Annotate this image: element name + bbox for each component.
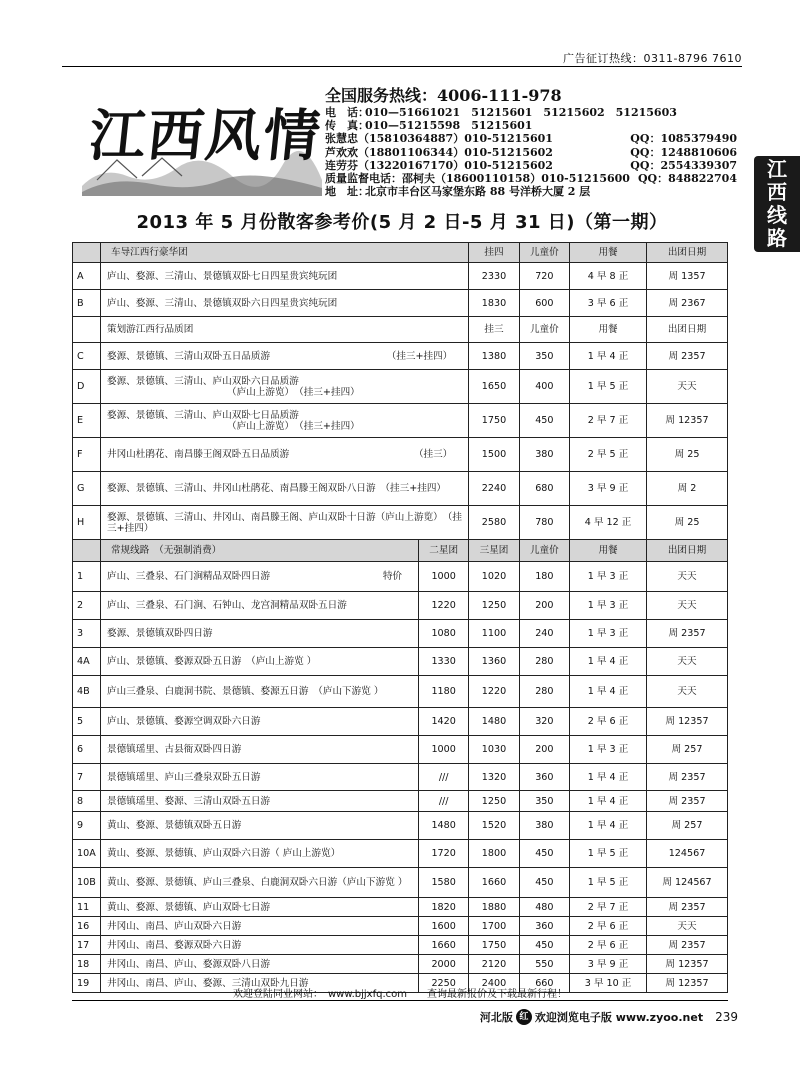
row-id: 10A — [73, 840, 101, 868]
contact-person-row — [325, 146, 745, 159]
contact-qq: QQ：2554339307 — [630, 158, 737, 172]
meals: 1 早 3 正 — [570, 562, 647, 592]
meals: 3 早 9 正 — [570, 472, 647, 506]
route-name: 黄山、婺源、景德镇、庐山双卧七日游 — [107, 901, 271, 913]
two-star-price: 1420 — [419, 708, 469, 736]
child-price: 450 — [519, 840, 569, 868]
row-id: 8 — [73, 791, 101, 812]
table-row — [73, 472, 728, 506]
table-row — [73, 736, 728, 764]
logo — [82, 86, 326, 196]
row-id: 16 — [73, 917, 101, 936]
departure-days: 周 12357 — [647, 955, 728, 974]
table-row — [73, 898, 728, 917]
meals: 1 早 3 正 — [570, 736, 647, 764]
row-id: A — [73, 263, 101, 290]
departure-days: 周 124567 — [647, 868, 728, 898]
row-id: 6 — [73, 736, 101, 764]
row-id: B — [73, 290, 101, 317]
route-name: 婺源、景德镇、三清山、庐山双卧七日品质游 — [107, 409, 299, 421]
child-price: 350 — [519, 791, 569, 812]
row-id: 7 — [73, 764, 101, 791]
meals: 2 早 7 正 — [570, 898, 647, 917]
meals: 3 早 9 正 — [570, 955, 647, 974]
table-row — [73, 290, 728, 317]
two-star-price: 1580 — [419, 868, 469, 898]
route-name: 庐山、婺源、三清山、景德镇双卧六日四星贵宾纯玩团 — [101, 290, 469, 317]
three-star-price: 2400 — [469, 974, 519, 993]
price-table — [72, 242, 728, 993]
child-price: 780 — [519, 506, 569, 540]
row-id: 2 — [73, 592, 101, 620]
footer-url-text: 欢迎浏览电子版 www.zyoo.net — [534, 1011, 704, 1024]
contact-person-row — [325, 172, 745, 185]
route-name: 景德镇瑶里、古县衙双卧四日游 — [107, 744, 242, 755]
table-row — [73, 936, 728, 955]
service-hotline: 全国服务热线：4006-111-978 — [325, 86, 562, 105]
route-name: 井冈山、南昌、庐山、婺源、三清山双卧九日游 — [107, 977, 309, 989]
header-cell: 二星团 — [419, 540, 469, 562]
row-id: 10B — [73, 868, 101, 898]
table-row — [73, 263, 728, 290]
route-name: 黄山、婺源、景德镇双卧五日游 — [107, 820, 242, 831]
table-row — [73, 404, 728, 438]
child-price: 360 — [519, 917, 569, 936]
route-cell — [101, 736, 419, 764]
row-id: E — [73, 404, 101, 438]
fax-row — [325, 119, 745, 132]
three-star-price: 1520 — [469, 812, 519, 840]
header-cell: 策划游江西行品质团 — [101, 317, 469, 343]
route-cell — [101, 812, 419, 840]
three-star-price: 1320 — [469, 764, 519, 791]
route-cell — [101, 438, 469, 472]
header-cell: 儿童价 — [519, 317, 569, 343]
price: 2580 — [469, 506, 519, 540]
three-star-price: 1020 — [469, 562, 519, 592]
website-notice: 欢迎登陆同业网站： www.bjjxfq.com 查询最新报价及下载最新行程！ — [232, 989, 568, 1000]
table-row — [73, 506, 728, 540]
two-star-price: 2000 — [419, 955, 469, 974]
child-price: 380 — [519, 812, 569, 840]
three-star-price: 1220 — [469, 676, 519, 708]
row-id: 17 — [73, 936, 101, 955]
route-cell — [101, 562, 419, 592]
phone-row — [325, 106, 745, 119]
price: 1380 — [469, 343, 519, 370]
table-row — [73, 438, 728, 472]
child-price: 280 — [519, 676, 569, 708]
bottom-divider — [72, 1000, 728, 1001]
table-row — [73, 562, 728, 592]
tab-char: 线 — [767, 203, 787, 227]
route-cell — [101, 676, 419, 708]
route-cell — [101, 648, 419, 676]
departure-days: 周 2357 — [647, 764, 728, 791]
two-star-price: 1000 — [419, 736, 469, 764]
child-price: 550 — [519, 955, 569, 974]
departure-days: 天天 — [647, 648, 728, 676]
three-star-price: 1030 — [469, 736, 519, 764]
child-price: 280 — [519, 648, 569, 676]
departure-days: 周 25 — [647, 506, 728, 540]
child-price: 320 — [519, 708, 569, 736]
page-footer — [480, 1009, 738, 1025]
row-id: G — [73, 472, 101, 506]
two-star-price: 1600 — [419, 917, 469, 936]
two-star-price: 1820 — [419, 898, 469, 917]
meals: 1 早 5 正 — [570, 370, 647, 404]
row-id: F — [73, 438, 101, 472]
child-price: 180 — [519, 562, 569, 592]
table-row — [73, 648, 728, 676]
meals: 1 早 4 正 — [570, 648, 647, 676]
child-price: 450 — [519, 936, 569, 955]
departure-days: 周 2357 — [647, 620, 728, 648]
header-cell: 用餐 — [570, 540, 647, 562]
contact-qq: QQ：1085379490 — [630, 132, 737, 146]
route-name: 庐山、三叠泉、石门涧精品双卧四日游 — [107, 571, 271, 582]
fax-label: 传 真： — [325, 119, 369, 133]
three-star-price: 1250 — [469, 592, 519, 620]
meals: 1 早 4 正 — [570, 676, 647, 708]
header-cell: 车导江西行豪华团 — [101, 243, 469, 263]
header-cell: 用餐 — [570, 243, 647, 263]
two-star-price: 1660 — [419, 936, 469, 955]
page-number: 239 — [715, 1010, 738, 1024]
route-name: 井冈山、南昌、庐山、婺源双卧八日游 — [107, 958, 271, 970]
table-row — [73, 620, 728, 648]
special-price-tag: 特价 — [382, 571, 402, 582]
route-cell — [101, 840, 419, 868]
meals: 1 早 5 正 — [570, 868, 647, 898]
table-row — [73, 840, 728, 868]
meals: 4 早 8 正 — [570, 263, 647, 290]
two-star-price: 1000 — [419, 562, 469, 592]
child-price: 600 — [519, 290, 569, 317]
three-star-price: 1100 — [469, 620, 519, 648]
departure-days: 周 12357 — [647, 404, 728, 438]
tab-char: 路 — [767, 226, 787, 250]
contact-person-row — [325, 132, 745, 145]
meals: 2 早 6 正 — [570, 917, 647, 936]
route-cell — [101, 592, 419, 620]
departure-days: 周 2367 — [647, 290, 728, 317]
departure-days: 周 2357 — [647, 343, 728, 370]
child-price: 660 — [519, 974, 569, 993]
route-name: 井冈山、南昌、婺源双卧六日游 — [107, 939, 242, 951]
two-star-price: 2250 — [419, 974, 469, 993]
section-header-row — [73, 540, 728, 562]
tab-char: 江 — [767, 157, 787, 181]
route-name: 井冈山杜鹃花、南昌滕王阁双卧五日品质游 — [107, 449, 290, 460]
phone-value: 010—51661021 51215601 51215602 51215603 — [365, 106, 677, 119]
route-name: 庐山三叠泉、白鹿洞书院、景德镇、婺源五日游 （庐山下游览 ） — [107, 686, 384, 697]
route-note: （庐山上游览） （挂三+挂四） — [227, 420, 360, 432]
meals: 4 早 12 正 — [570, 506, 647, 540]
header-cell: 三星团 — [469, 540, 519, 562]
route-name: 庐山、景德镇、婺源双卧五日游 （庐山上游览 ） — [107, 656, 317, 667]
header-cell: 出团日期 — [647, 317, 728, 343]
row-id: 9 — [73, 812, 101, 840]
route-name: 婺源、景德镇双卧四日游 — [107, 628, 213, 639]
route-note: （庐山上游览） （挂三+挂四） — [227, 386, 360, 398]
table-row — [73, 676, 728, 708]
two-star-price: 1080 — [419, 620, 469, 648]
two-star-price: /// — [419, 791, 469, 812]
three-star-price: 1360 — [469, 648, 519, 676]
meals: 3 早 10 正 — [570, 974, 647, 993]
two-star-price: 1180 — [419, 676, 469, 708]
meals: 1 早 3 正 — [570, 620, 647, 648]
route-cell — [101, 370, 469, 404]
three-star-price: 1880 — [469, 898, 519, 917]
child-price: 200 — [519, 736, 569, 764]
two-star-price: 1480 — [419, 812, 469, 840]
price: 1650 — [469, 370, 519, 404]
route-cell — [101, 955, 419, 974]
phone-label: 电 话： — [325, 106, 369, 119]
row-id: D — [73, 370, 101, 404]
price: 2240 — [469, 472, 519, 506]
route-cell — [101, 472, 469, 506]
meals: 1 早 4 正 — [570, 791, 647, 812]
departure-days: 周 2357 — [647, 936, 728, 955]
departure-days: 天天 — [647, 676, 728, 708]
route-cell — [101, 343, 469, 370]
route-cell — [101, 404, 469, 438]
route-note: （挂三+挂四） — [386, 350, 453, 362]
row-id: 19 — [73, 974, 101, 993]
departure-days: 周 12357 — [647, 708, 728, 736]
two-star-price: 1330 — [419, 648, 469, 676]
two-star-price: /// — [419, 764, 469, 791]
route-cell — [101, 708, 419, 736]
contact-person: 质量监督电话：邵柯夫（18600110158）010-51215600 — [325, 172, 630, 186]
departure-days: 周 12357 — [647, 974, 728, 993]
route-name: 景德镇瑶里、庐山三叠泉双卧五日游 — [107, 771, 261, 783]
meals: 1 早 4 正 — [570, 343, 647, 370]
route-name: 婺源、景德镇、三清山、井冈山杜鹃花、南昌滕王阁双卧八日游 （挂三+挂四） — [107, 483, 447, 494]
route-name: 婺源、景德镇、三清山双卧五日品质游 — [107, 350, 271, 362]
section-header-row — [73, 317, 728, 343]
departure-days: 周 257 — [647, 812, 728, 840]
table-row — [73, 708, 728, 736]
contact-person-row — [325, 159, 745, 172]
route-cell — [101, 917, 419, 936]
section-tab-jiangxi-routes — [754, 156, 800, 252]
route-name: 庐山、三叠泉、石门涧、石钟山、龙宫洞精品双卧五日游 — [107, 600, 347, 611]
table-row — [73, 764, 728, 791]
meals: 1 早 4 正 — [570, 764, 647, 791]
page-title: 2013 年 5 月份散客参考价(5 月 2 日-5 月 31 日)（第一期） — [136, 212, 668, 233]
departure-days: 天天 — [647, 370, 728, 404]
route-cell — [101, 791, 419, 812]
price: 1830 — [469, 290, 519, 317]
three-star-price: 1700 — [469, 917, 519, 936]
price: 1750 — [469, 404, 519, 438]
departure-days: 周 25 — [647, 438, 728, 472]
table-row — [73, 370, 728, 404]
departure-days: 周 2357 — [647, 791, 728, 812]
header-cell: 挂三 — [469, 317, 519, 343]
departure-days: 周 2357 — [647, 898, 728, 917]
meals: 1 早 5 正 — [570, 840, 647, 868]
route-name: 黄山、婺源、景德镇、庐山三叠泉、白鹿洞双卧六日游（庐山下游览 ） — [107, 877, 408, 888]
header-cell: 儿童价 — [519, 540, 569, 562]
route-name: 黄山、婺源、景德镇、庐山双卧六日游（ 庐山上游览） — [107, 848, 341, 859]
row-id: 4A — [73, 648, 101, 676]
route-cell — [101, 868, 419, 898]
contact-block — [325, 86, 745, 198]
header-cell: 出团日期 — [647, 540, 728, 562]
route-name: 婺源、景德镇、三清山、井冈山、南昌滕王阁、庐山双卧十日游（庐山上游览） （挂三+挂四） — [107, 511, 462, 534]
table-row — [73, 955, 728, 974]
price: 1500 — [469, 438, 519, 472]
child-price: 480 — [519, 898, 569, 917]
child-price: 720 — [519, 263, 569, 290]
row-id: 4B — [73, 676, 101, 708]
row-id: 5 — [73, 708, 101, 736]
route-name: 井冈山、南昌、庐山双卧六日游 — [107, 920, 242, 932]
contact-person: 芦欢欢（18801106344）010-51215602 — [325, 145, 553, 159]
contact-person: 张慧忠（15810364887）010-51215601 — [325, 132, 553, 146]
header-cell: 常规线路 （无强制消费） — [101, 540, 419, 562]
child-price: 680 — [519, 472, 569, 506]
contact-qq: QQ：848822704 — [637, 172, 737, 186]
header-cell: 儿童价 — [519, 243, 569, 263]
route-cell — [101, 506, 469, 540]
table-row — [73, 917, 728, 936]
departure-days: 周 1357 — [647, 263, 728, 290]
child-price: 360 — [519, 764, 569, 791]
route-name: 庐山、景德镇、婺源空调双卧六日游 — [107, 716, 261, 727]
departure-days: 周 2 — [647, 472, 728, 506]
contact-qq: QQ：1248810606 — [630, 145, 737, 159]
table-row — [73, 791, 728, 812]
header-cell: 用餐 — [570, 317, 647, 343]
row-id: 18 — [73, 955, 101, 974]
departure-days: 周 257 — [647, 736, 728, 764]
child-price: 200 — [519, 592, 569, 620]
row-id: 1 — [73, 562, 101, 592]
header-cell — [73, 243, 101, 263]
row-id: C — [73, 343, 101, 370]
fax-value: 010—51215598 51215601 — [365, 119, 533, 133]
three-star-price: 1480 — [469, 708, 519, 736]
child-price: 400 — [519, 370, 569, 404]
price: 2330 — [469, 263, 519, 290]
three-star-price: 1800 — [469, 840, 519, 868]
route-cell — [101, 620, 419, 648]
header-cell — [73, 317, 101, 343]
route-name: 婺源、景德镇、三清山、庐山双卧六日品质游 — [107, 375, 299, 387]
header-cell — [73, 540, 101, 562]
departure-days: 天天 — [647, 592, 728, 620]
table-row — [73, 592, 728, 620]
route-cell — [101, 898, 419, 917]
address-label: 地 址： — [325, 185, 369, 199]
header-cell: 出团日期 — [647, 243, 728, 263]
two-star-price: 1720 — [419, 840, 469, 868]
header-cell: 挂四 — [469, 243, 519, 263]
tab-char: 西 — [767, 180, 787, 204]
table-row — [73, 812, 728, 840]
route-cell — [101, 764, 419, 791]
child-price: 450 — [519, 404, 569, 438]
meals: 2 早 7 正 — [570, 404, 647, 438]
ad-hotline: 广告征订热线：0311-8796 7610 — [563, 52, 742, 65]
three-star-price: 1660 — [469, 868, 519, 898]
meals: 3 早 6 正 — [570, 290, 647, 317]
three-star-price: 1750 — [469, 936, 519, 955]
route-cell — [101, 936, 419, 955]
departure-days: 天天 — [647, 562, 728, 592]
edition-label: 河北版 — [479, 1011, 513, 1024]
table-row — [73, 868, 728, 898]
two-star-price: 1220 — [419, 592, 469, 620]
departure-days: 124567 — [647, 840, 728, 868]
child-price: 450 — [519, 868, 569, 898]
departure-days: 天天 — [647, 917, 728, 936]
address-row — [325, 185, 745, 198]
three-star-price: 2120 — [469, 955, 519, 974]
route-name: 景德镇瑶里、婺源、三清山双卧五日游 — [107, 795, 271, 807]
route-name: 庐山、婺源、三清山、景德镇双卧七日四星贵宾纯玩团 — [101, 263, 469, 290]
meals: 2 早 5 正 — [570, 438, 647, 472]
publisher-badge-icon: 红 — [516, 1009, 532, 1025]
logo-text: 江西风情 — [86, 103, 326, 169]
section-header-row — [73, 243, 728, 263]
contact-person: 连劳芬（13220167170）010-51215602 — [325, 158, 553, 172]
top-divider — [62, 66, 742, 67]
address-value: 北京市丰台区马家堡东路 88 号洋桥大厦 2 层 — [365, 185, 591, 199]
child-price: 380 — [519, 438, 569, 472]
three-star-price: 1250 — [469, 791, 519, 812]
meals: 2 早 6 正 — [570, 708, 647, 736]
route-note: （挂三） — [413, 449, 453, 460]
meals: 2 早 6 正 — [570, 936, 647, 955]
meals: 1 早 4 正 — [570, 812, 647, 840]
row-id: 11 — [73, 898, 101, 917]
table-row — [73, 343, 728, 370]
row-id: H — [73, 506, 101, 540]
child-price: 240 — [519, 620, 569, 648]
row-id: 3 — [73, 620, 101, 648]
meals: 1 早 3 正 — [570, 592, 647, 620]
child-price: 350 — [519, 343, 569, 370]
